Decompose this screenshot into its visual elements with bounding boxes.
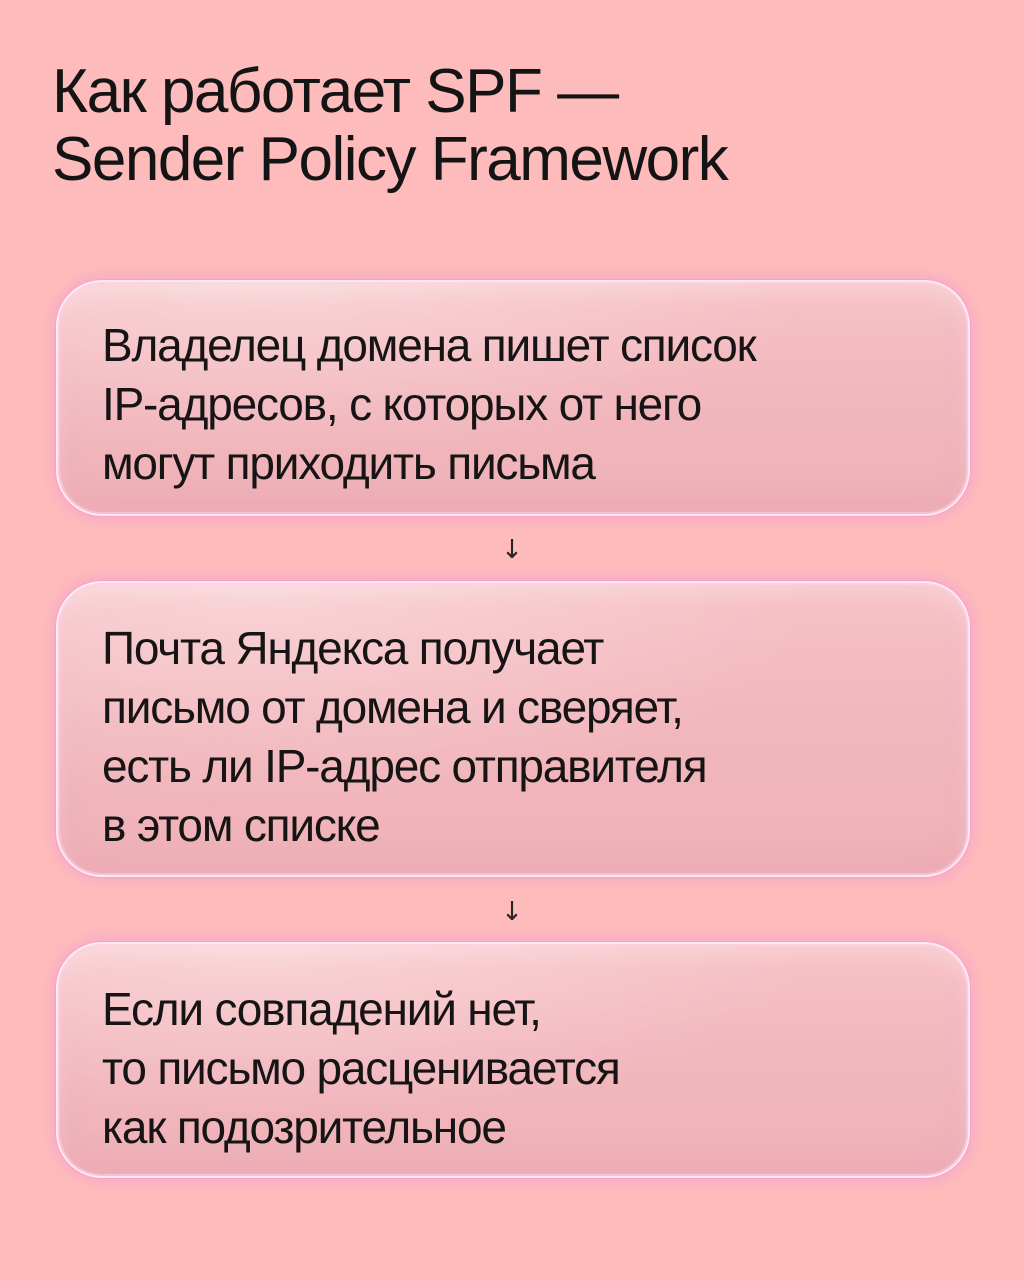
step-card-3 [56,942,970,1178]
step-2-line-3: есть ли IP-адрес отправителя [102,740,707,792]
step-1-line-2: IP-адресов, с которых от него [102,378,701,430]
step-3-text [102,980,928,1157]
step-2-line-4: в этом списке [102,799,380,851]
step-2-line-1: Почта Яндекса получает [102,622,604,674]
step-card-2 [56,581,970,877]
title-line-2: Sender Policy Framework [52,125,728,194]
step-3-line-3: как подозрительное [102,1101,506,1153]
arrow-down-icon: ↓ [501,535,523,565]
step-card-1 [56,280,970,516]
arrow-down-icon: ↓ [501,897,523,927]
step-2-text [102,619,928,855]
step-3-line-1: Если совпадений нет, [102,983,541,1035]
step-1-line-1: Владелец домена пишет список [102,319,756,371]
step-1-text [102,316,928,493]
step-1-line-3: могут приходить письма [102,437,595,489]
step-3-line-2: то письмо расценивается [102,1042,620,1094]
title-line-1: Как работает SPF — [52,57,618,126]
page-title [52,58,972,194]
step-2-line-2: письмо от домена и сверяет, [102,681,683,733]
